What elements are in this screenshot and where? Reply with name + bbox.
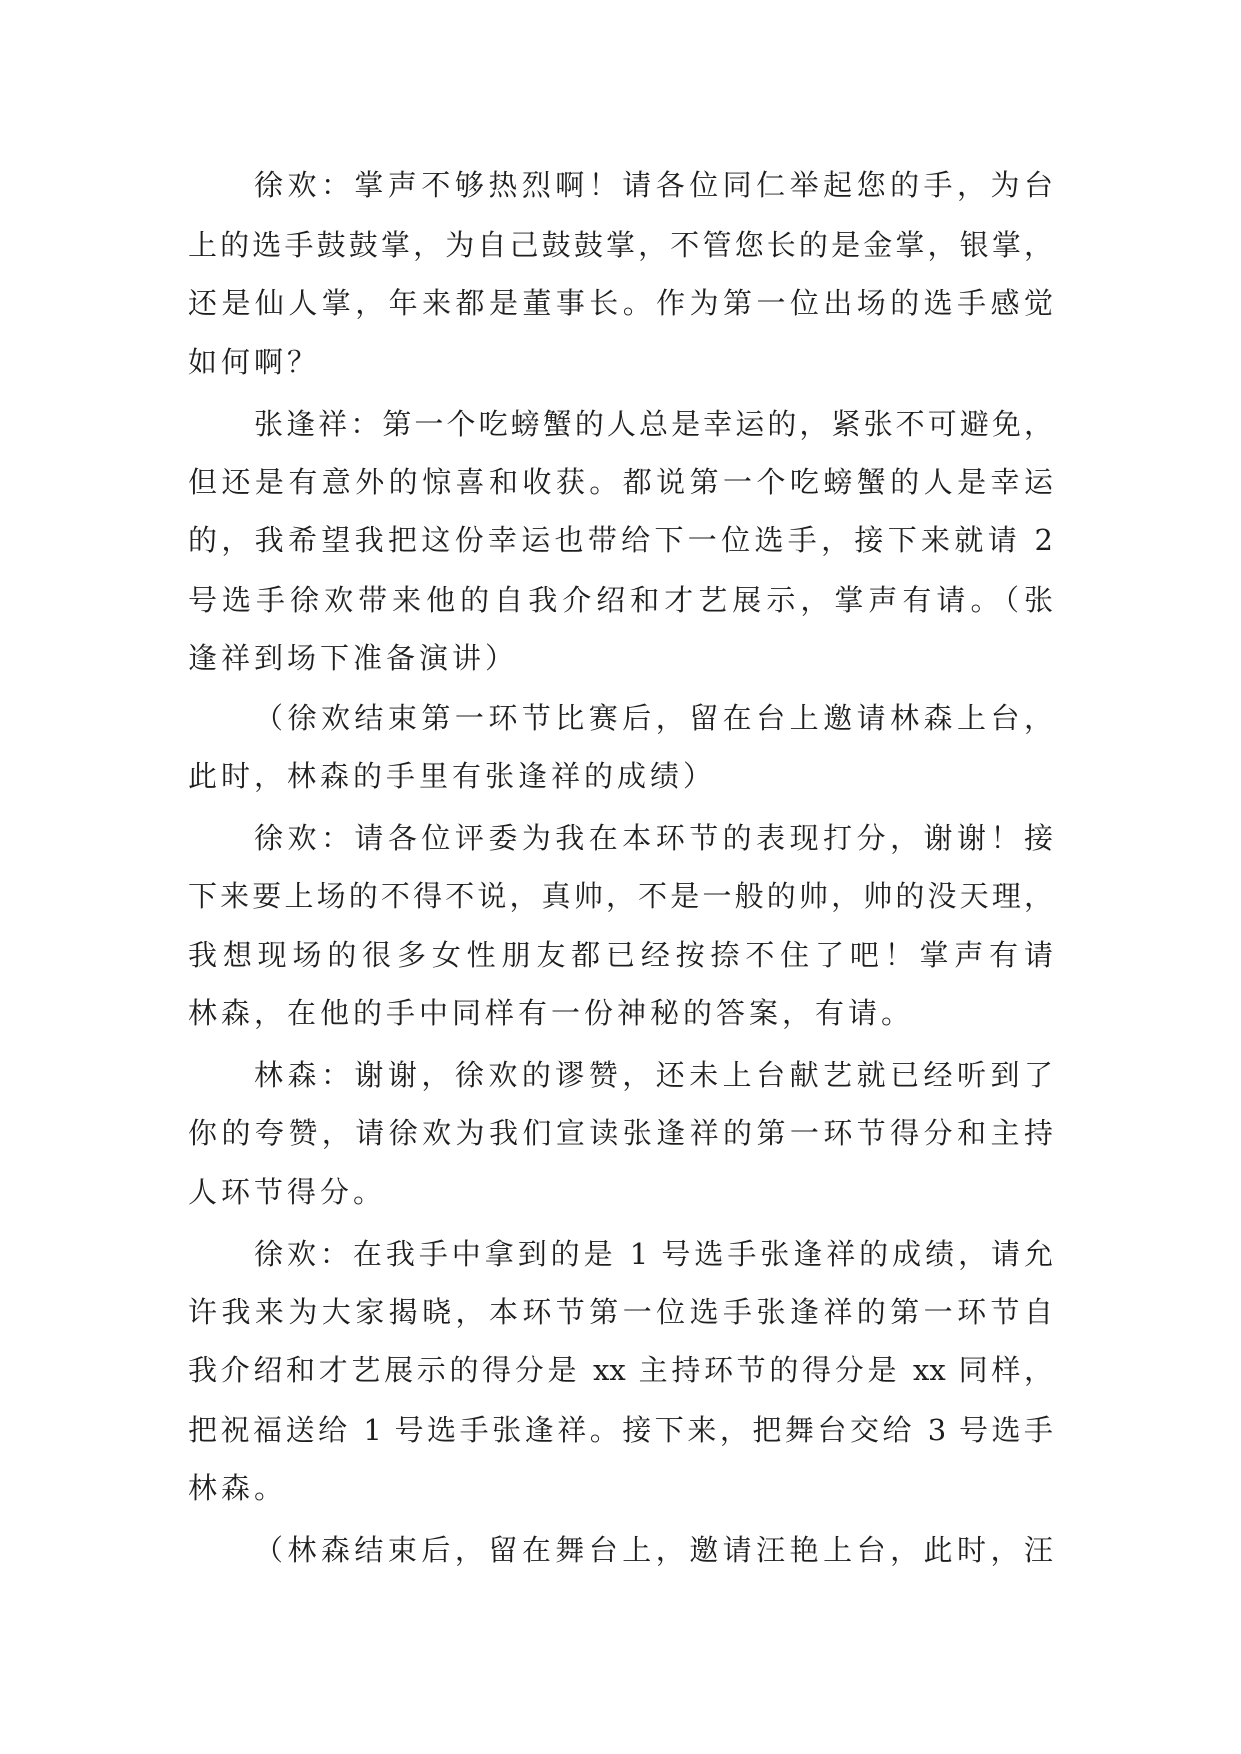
text-line: 林森，在他的手中同样有一份神秘的答案，有请。 <box>188 996 915 1030</box>
text-line: 人环节得分。 <box>188 1175 387 1209</box>
text-line: 徐欢：在我手中拿到的是 1 号选手张逢祥的成绩，请允 <box>254 1237 1053 1271</box>
text-line: 此时，林森的手里有张逢祥的成绩） <box>188 759 717 793</box>
text-line: 林森。 <box>188 1471 288 1505</box>
text-line: （林森结束后，留在舞台上，邀请汪艳上台，此时，汪 <box>254 1533 1053 1567</box>
text-line: 但还是有意外的惊喜和收获。都说第一个吃螃蟹的人是幸运 <box>188 465 1053 499</box>
text-line: 下来要上场的不得不说，真帅，不是一般的帅，帅的没天理， <box>188 879 1053 913</box>
text-line: 许我来为大家揭晓，本环节第一位选手张逢祥的第一环节自 <box>188 1295 1053 1329</box>
text-line: （徐欢结束第一环节比赛后，留在台上邀请林森上台， <box>254 701 1053 735</box>
text-line: 逢祥到场下准备演讲） <box>188 641 519 675</box>
text-line: 我介绍和才艺展示的得分是 xx 主持环节的得分是 xx 同样， <box>188 1353 1053 1387</box>
text-line: 的，我希望我把这份幸运也带给下一位选手，接下来就请 2 <box>188 523 1053 557</box>
text-line: 你的夸赞，请徐欢为我们宣读张逢祥的第一环节得分和主持 <box>188 1116 1053 1150</box>
text-line: 号选手徐欢带来他的自我介绍和才艺展示，掌声有请。（张 <box>188 583 1053 617</box>
text-line: 把祝福送给 1 号选手张逢祥。接下来，把舞台交给 3 号选手 <box>188 1413 1053 1447</box>
text-line: 我想现场的很多女性朋友都已经按捺不住了吧！掌声有请 <box>188 938 1053 972</box>
text-line: 徐欢：掌声不够热烈啊！请各位同仁举起您的手，为台 <box>254 168 1053 202</box>
text-line: 徐欢：请各位评委为我在本环节的表现打分，谢谢！接 <box>254 821 1053 855</box>
text-line: 林森：谢谢，徐欢的谬赞，还未上台献艺就已经听到了 <box>254 1058 1053 1092</box>
text-line: 如何啊？ <box>188 345 321 379</box>
text-line: 张逢祥：第一个吃螃蟹的人总是幸运的，紧张不可避免， <box>254 407 1053 441</box>
text-line: 上的选手鼓鼓掌，为自己鼓鼓掌，不管您长的是金掌，银掌， <box>188 228 1053 262</box>
text-line: 还是仙人掌，年来都是董事长。作为第一位出场的选手感觉 <box>188 286 1053 320</box>
